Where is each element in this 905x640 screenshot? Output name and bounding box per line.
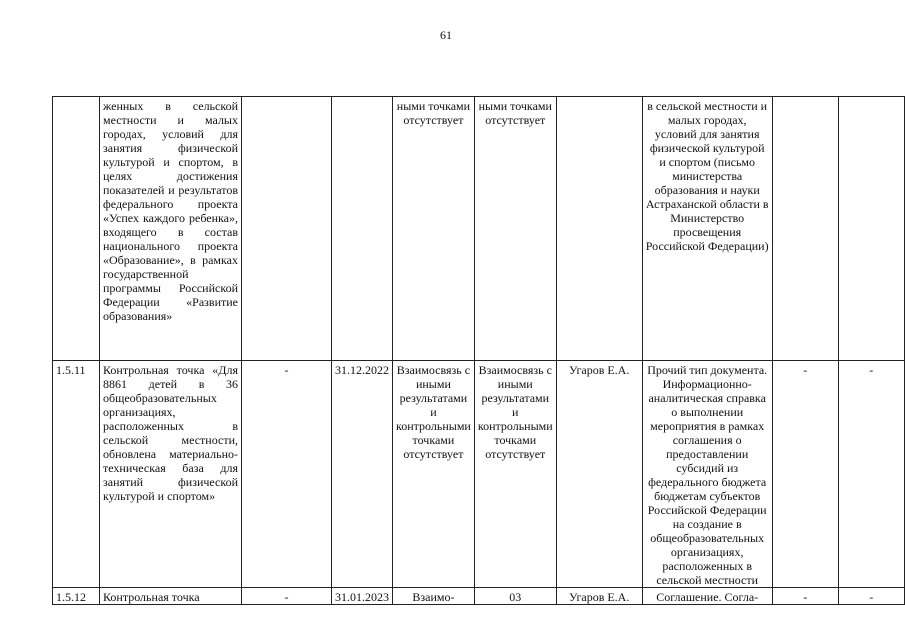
row-col3 [242, 97, 332, 361]
row-relation-2: ными точками отсутствует [474, 97, 556, 361]
row-relation-1: Взаимо- [393, 588, 475, 605]
row-name: Контрольная точка [100, 588, 242, 605]
row-responsible: Угаров Е.А. [556, 361, 642, 588]
row-document: Соглашение. Согла- [642, 588, 772, 605]
row-number: 1.5.11 [53, 361, 100, 588]
row-number [53, 97, 100, 361]
row-col10 [838, 97, 904, 361]
row-responsible [556, 97, 642, 361]
row-col9: - [772, 361, 838, 588]
row-relation-1: Взаимосвязь с иными результатами и контрольными точками отсутствует [393, 361, 475, 588]
row-col9 [772, 97, 838, 361]
row-relation-2: 03 [474, 588, 556, 605]
row-col10: - [838, 588, 904, 605]
row-name: женных в сельской местности и малых городах, условий для занятия физической культурой и спортом, в целях достижения показателей и результатов федерального проекта «Успех каждого ребенка», входящего в состав национального проекта «Образование», в рамках государственной программы Российской Федерации «Развитие образования» [100, 97, 242, 361]
row-document: в сельской местности и малых городах, условий для занятия физической культурой и спортом (письмо министерства образования и науки Астраханской области в Министерство просвещения Российской Федерации) [642, 97, 772, 361]
table-row [53, 361, 905, 588]
table-row [53, 97, 905, 361]
row-date: 31.01.2023 [332, 588, 393, 605]
row-col9: - [772, 588, 838, 605]
row-col10: - [838, 361, 904, 588]
row-responsible: Угаров Е.А. [556, 588, 642, 605]
row-date: 31.12.2022 [332, 361, 393, 588]
plan-table [52, 96, 905, 605]
row-col3: - [242, 361, 332, 588]
row-name: Контрольная точка «Для 8861 детей в 36 общеобразовательных организациях, расположенных в сельской местности, обновлена материально-техническая база для занятий физической культурой и спортом» [100, 361, 242, 588]
row-document: Прочий тип документа. Информационно-аналитическая справка о выполнении мероприятия в рамках соглашения о предоставлении субсидий из федерального бюджета бюджетам субъектов Российской Федерации на создание в общеобразовательных организациях, расположенных в сельской местности [642, 361, 772, 588]
row-relation-2: Взаимосвязь с иными результатами и контрольными точками отсутствует [474, 361, 556, 588]
row-relation-1: ными точками отсутствует [393, 97, 475, 361]
row-col3: - [242, 588, 332, 605]
row-date [332, 97, 393, 361]
row-number: 1.5.12 [53, 588, 100, 605]
page-number: 61 [440, 28, 452, 42]
table-row [53, 588, 905, 605]
